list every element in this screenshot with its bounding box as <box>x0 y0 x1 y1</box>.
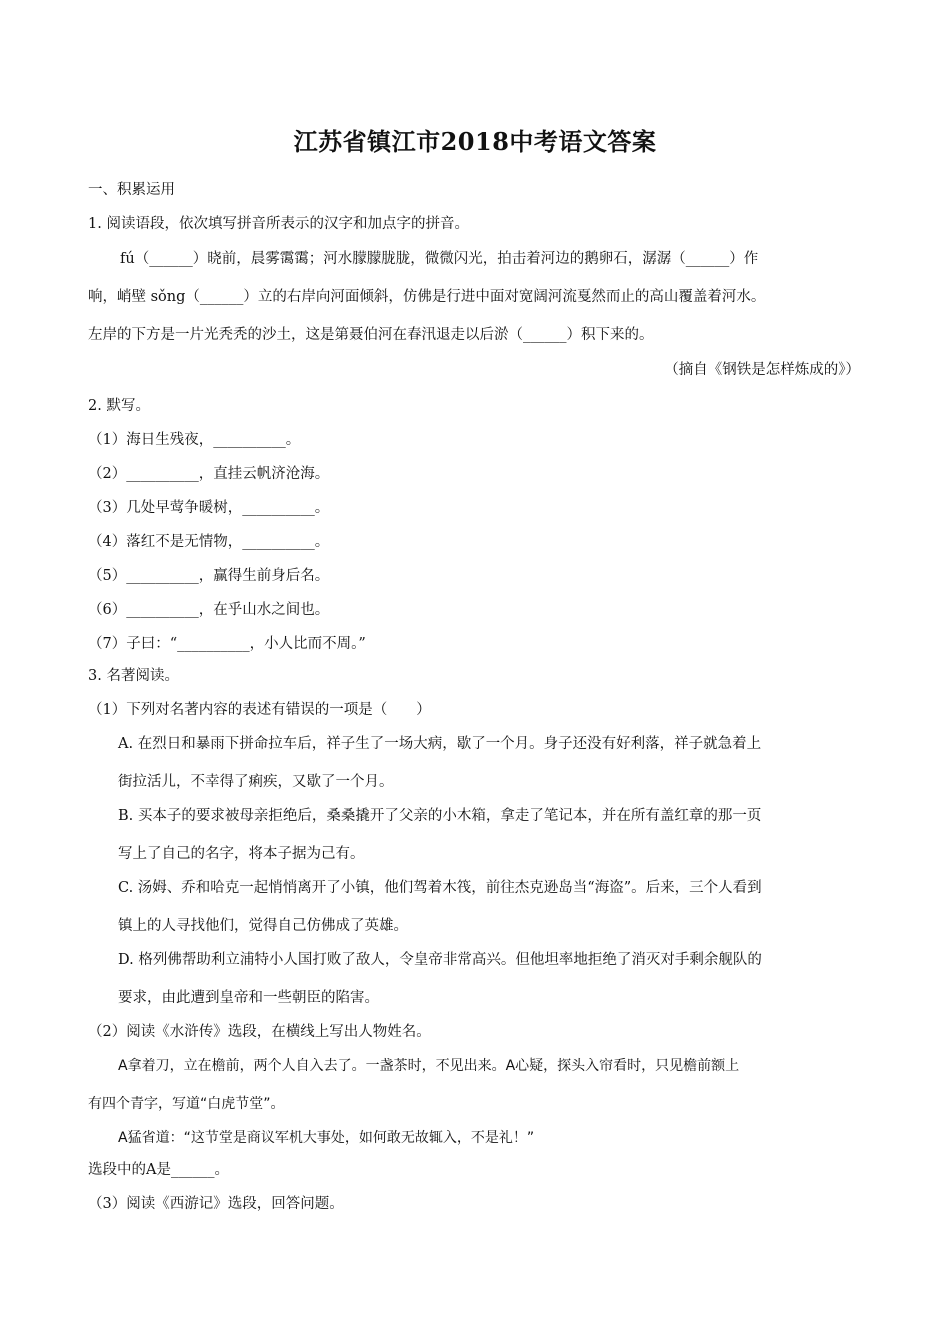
dictation-item: （5）__________，赢得生前身后名。 <box>88 568 330 584</box>
page-title: 江苏省镇江市2018中考语文答案 <box>293 127 657 156</box>
excerpt-line: A拿着刀，立在檐前，两个人自入去了。一盏茶时，不见出来。A心疑，探头入帘看时，只见檐前额上 <box>118 1058 740 1074</box>
question-2-prompt: 2. 默写。 <box>88 398 150 414</box>
sub-question-1: （1）下列对名著内容的表述有错误的一项是（ ） <box>88 702 431 718</box>
excerpt-line: 有四个青字，写道“白虎节堂”。 <box>88 1096 285 1112</box>
sub-question-2: （2）阅读《水浒传》选段，在横线上写出人物姓名。 <box>88 1024 431 1040</box>
dictation-item: （4）落红不是无情物，__________。 <box>88 534 330 550</box>
passage-line: fú（______）晓前，晨雾霭霭；河水朦朦胧胧，微微闪光，拍击着河边的鹅卵石，潺潺（______）作 <box>120 251 759 267</box>
option-b: B. 买本子的要求被母亲拒绝后，桑桑撬开了父亲的小木箱，拿走了笔记本，并在所有盖红章的那一页 <box>118 808 762 824</box>
option-a-cont: 街拉活儿，不幸得了痢疾，又歇了一个月。 <box>118 774 394 790</box>
option-b-cont: 写上了自己的名字，将本子据为己有。 <box>118 846 365 862</box>
option-a: A. 在烈日和暴雨下拼命拉车后，祥子生了一场大病，歇了一个月。身子还没有好利落，祥子就急着上 <box>118 736 762 752</box>
passage-source: （摘自《钢铁是怎样炼成的》） <box>664 362 860 378</box>
passage-line: 左岸的下方是一片光秃秃的沙土，这是第聂伯河在春汛退走以后淤（______）积下来的。 <box>88 327 654 343</box>
dictation-item: （7）子曰：“__________，小人比而不周。” <box>88 636 366 652</box>
dictation-item: （3）几处早莺争暖树，__________。 <box>88 500 330 516</box>
option-d-cont: 要求，由此遭到皇帝和一些朝臣的陷害。 <box>118 990 379 1006</box>
option-c: C. 汤姆、乔和哈克一起悄悄离开了小镇，他们驾着木筏，前往杰克逊岛当“海盗”。后来，三个人看到 <box>118 880 762 896</box>
dictation-item: （2）__________，直挂云帆济沧海。 <box>88 466 330 482</box>
question-1-prompt: 1. 阅读语段，依次填写拼音所表示的汉字和加点字的拼音。 <box>88 216 469 232</box>
sub-question-3: （3）阅读《西游记》选段，回答问题。 <box>88 1196 344 1212</box>
option-c-cont: 镇上的人寻找他们，觉得自己仿佛成了英雄。 <box>118 918 408 934</box>
answer-line: 选段中的A是______。 <box>88 1162 229 1178</box>
section-heading: 一、积累运用 <box>88 182 175 198</box>
passage-line: 响，峭壁 sǒng（______）立的右岸向河面倾斜，仿佛是行进中面对宽阔河流戛然而止的高山覆盖着河水。 <box>88 289 766 305</box>
question-3-prompt: 3. 名著阅读。 <box>88 668 179 684</box>
dictation-item: （1）海日生残夜，__________。 <box>88 432 301 448</box>
option-d: D. 格列佛帮助利立浦特小人国打败了敌人，令皇帝非常高兴。但他坦率地拒绝了消灭对手剩余舰队的 <box>118 952 762 968</box>
dictation-item: （6）__________，在乎山水之间也。 <box>88 602 330 618</box>
excerpt-line: A猛省道：“这节堂是商议军机大事处，如何敢无故辄入，不是礼！” <box>118 1130 535 1146</box>
